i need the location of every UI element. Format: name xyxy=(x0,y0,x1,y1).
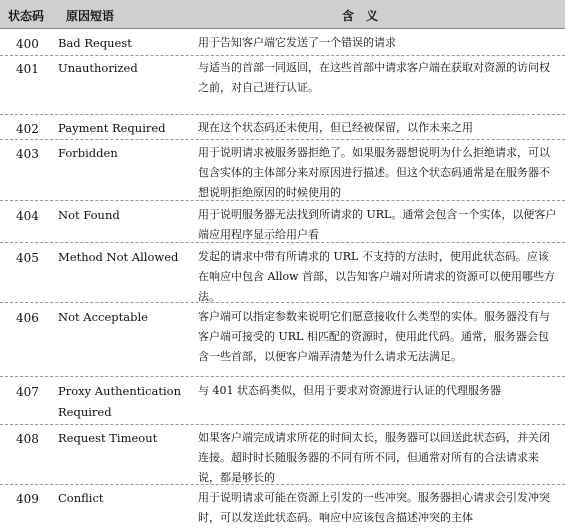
status-code: 409 xyxy=(16,492,39,506)
status-code: 402 xyxy=(16,122,39,136)
row-divider xyxy=(0,55,565,56)
reason-phrase: Bad Request xyxy=(58,36,132,50)
header-code: 状态码 xyxy=(8,9,45,23)
reason-phrase: Forbidden xyxy=(58,146,118,160)
header-meaning: 含 义 xyxy=(342,9,379,23)
status-code: 406 xyxy=(16,311,39,325)
meaning-text: 发起的请求中带有所请求的 URL 不支持的方法时，使用此状态码。应该在响应中包含 Allow 首部，以告知客户端对所请求的资源可以使用哪些方法。 xyxy=(198,250,556,303)
status-code: 404 xyxy=(16,209,39,223)
row-divider xyxy=(0,242,565,243)
status-code: 400 xyxy=(16,37,39,51)
meaning-text: 用于说明请求被服务器拒绝了。如果服务器想说明为什么拒绝请求，可以包含实体的主体部分来对原因进行描述。但这个状态码通常是在服务器不想说明拒绝原因的时候使用的 xyxy=(198,146,550,199)
status-code: 401 xyxy=(16,62,39,76)
status-code: 407 xyxy=(16,385,39,399)
meaning-text: 与适当的首部一同返回，在这些首部中请求客户端在获取对资源的访问权之前，对自己进行认证。 xyxy=(198,61,550,94)
status-code: 403 xyxy=(16,147,39,161)
status-code: 408 xyxy=(16,432,39,446)
meaning-text: 与 401 状态码类似，但用于要求对资源进行认证的代理服务器 xyxy=(198,384,501,397)
meaning-text: 用于说明服务器无法找到所请求的 URL。通常会包含一个实体，以便客户端应用程序显示给用户看 xyxy=(198,208,557,241)
meaning-text: 客户端可以指定参数来说明它们愿意接收什么类型的实体。服务器没有与客户端可接受的 URL 相匹配的资源时，使用此代码。通常，服务器会包含一些首部，以便客户端弄清楚为什么请求无法满足。 xyxy=(198,310,550,363)
reason-phrase: Method Not Allowed xyxy=(58,250,179,264)
row-divider xyxy=(0,484,565,485)
row-divider xyxy=(0,302,565,303)
reason-phrase: Proxy Authentication Required xyxy=(58,384,181,419)
row-divider xyxy=(0,114,565,115)
row-divider xyxy=(0,200,565,201)
reason-phrase: Request Timeout xyxy=(58,431,158,445)
meaning-text: 如果客户端完成请求所花的时间太长，服务器可以回送此状态码，并关闭连接。超时时长随服务器的不同有所不同，但通常对所有的合法请求来说，都是够长的 xyxy=(198,431,550,484)
reason-phrase: Conflict xyxy=(58,491,104,505)
meaning-text: 用于说明请求可能在资源上引发的一些冲突。服务器担心请求会引发冲突时，可以发送此状态码。响应中应该包含描述冲突的主体 xyxy=(198,491,550,524)
meaning-text: 现在这个状态码还未使用，但已经被保留，以作未来之用 xyxy=(198,121,473,134)
reason-phrase: Payment Required xyxy=(58,121,166,135)
row-divider xyxy=(0,424,565,425)
reason-phrase: Not Acceptable xyxy=(58,310,148,324)
header-reason: 原因短语 xyxy=(66,9,115,23)
row-divider xyxy=(0,139,565,140)
reason-phrase: Not Found xyxy=(58,208,120,222)
table-header xyxy=(0,0,565,29)
row-divider xyxy=(0,376,565,377)
status-code: 405 xyxy=(16,251,39,265)
meaning-text: 用于告知客户端它发送了一个错误的请求 xyxy=(198,36,396,49)
reason-phrase: Unauthorized xyxy=(58,61,138,75)
